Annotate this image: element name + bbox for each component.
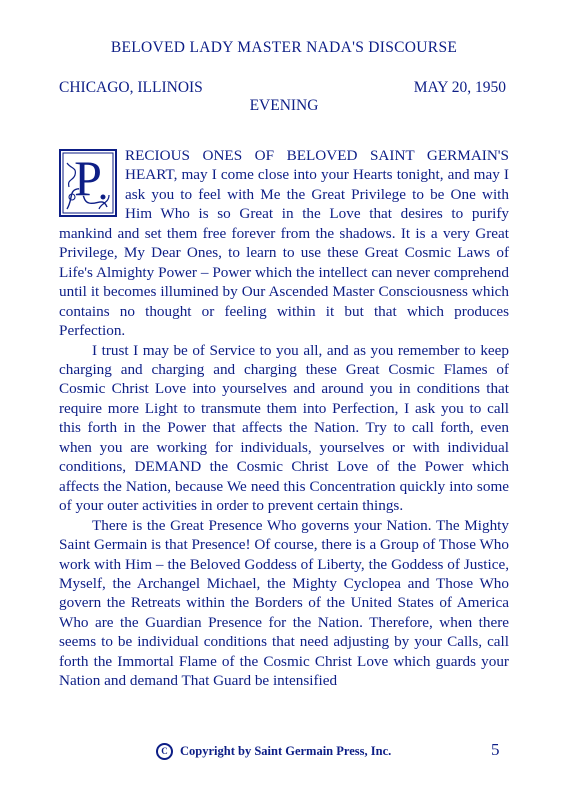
copyright-text: Copyright by Saint Germain Press, Inc. bbox=[180, 744, 392, 758]
paragraph-1-text: RECIOUS ONES OF BELOVED SAINT GERMAIN'S HEART, may I come close into your Hearts tonight, and may I ask you to feel with Me the Great Privilege to be One with Him Who is so Great in the Love that desires to purify mankind and set them free forever from the shadows. It is a very Great Privilege, My Dear Ones, to learn to use these Great Cosmic Laws of Life's Almighty Power – Power which the intellect can never comprehend until it becomes illumined by Our Ascended Master Consciousness which contains no thought or feeling within it but that which produces Perfection. bbox=[59, 147, 509, 340]
discourse-title: BELOVED LADY MASTER NADA'S DISCOURSE bbox=[110, 39, 458, 56]
ornamental-dropcap-p bbox=[59, 149, 117, 217]
paragraph-2: I trust I may be of Service to you all, and as you remember to keep charging and charging and charging these Great Cosmic Flames of Cosmic Christ Love into yourselves and around you in conditions that require more Light to transmute them into Perfection, I ask you to call this forth in the Power that affects the Nation. Try to call forth, even when you are working for individuals, yourselves or with individual conditions, DEMAND the Cosmic Christ Love of the Power which affects the Nation, because We need this Concentration quickly into some of your outer activities in order to prevent certain things. bbox=[59, 341, 509, 515]
copyright-notice bbox=[156, 743, 391, 760]
discourse-location: CHICAGO, ILLINOIS bbox=[59, 79, 203, 96]
copyright-icon: C bbox=[156, 743, 173, 760]
discourse-date: MAY 20, 1950 bbox=[413, 79, 506, 96]
page-number: 5 bbox=[491, 740, 500, 759]
discourse-body bbox=[59, 146, 509, 691]
paragraph-1 bbox=[59, 146, 509, 341]
svg-text:P: P bbox=[74, 150, 102, 206]
paragraph-3: There is the Great Presence Who governs your Nation. The Mighty Saint Germain is that Presence! Of course, there is a Group of Those Who work with Him – the Beloved Goddess of Liberty, the Goddess of Justice, Myself, the Archangel Michael, the Mighty Cyclopea and Those Who govern the Retreats within the Borders of the United States of America Who are the Guardian Presence for the Nation. Therefore, when there seems to be individual conditions that need adjusting by your Calls, call forth the Immortal Flame of the Cosmic Christ Love which guards your Nation and demand That Guard be intensified bbox=[59, 516, 509, 690]
discourse-time-of-day: EVENING bbox=[249, 97, 319, 114]
